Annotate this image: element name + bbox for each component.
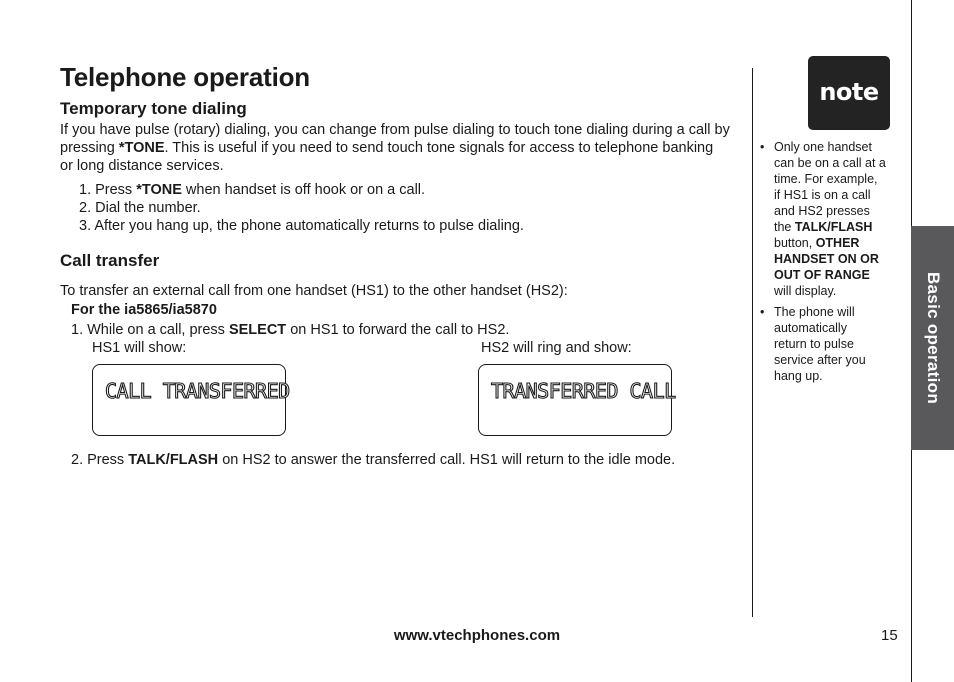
display-message-text: OTHER	[815, 236, 860, 250]
note-line: and HS2 presses	[774, 204, 870, 218]
tone-dialing-heading: Temporary tone dialing	[60, 99, 247, 118]
note-item-2	[760, 304, 898, 384]
tone-dialing-steps	[79, 181, 524, 235]
call-transfer-intro: To transfer an external call from one handset (HS1) to the other handset (HS2):	[60, 283, 568, 299]
hs2-display-screen	[478, 364, 676, 436]
transfer-step-2	[71, 451, 675, 469]
intro-text: . This is useful if you need to send touch tone signals for access to telephone banking	[164, 140, 714, 156]
note-icon	[808, 56, 890, 130]
tone-dialing-intro	[60, 121, 750, 175]
model-heading: For the ia5865/ia5870	[71, 302, 217, 318]
note-line	[774, 235, 898, 251]
transfer-step-1	[71, 321, 509, 339]
note-line: if HS1 is on a call	[774, 188, 871, 202]
note-text: the	[774, 220, 795, 234]
tone-key-label: *TONE	[118, 140, 165, 156]
note-line: Only one handset	[774, 140, 872, 154]
page-title: Telephone operation	[60, 62, 310, 92]
tone-step-1	[79, 181, 524, 199]
hs1-display-text: CALL TRANSFERRED	[105, 379, 290, 403]
select-key-label: SELECT	[228, 322, 287, 338]
note-line: can be on a call at a	[774, 156, 886, 170]
bullet-icon: •	[760, 140, 765, 154]
note-line: will display.	[774, 284, 837, 298]
note-line	[774, 267, 898, 283]
tone-dialing-intro-line-3: or long distance services.	[60, 158, 224, 174]
hs1-caption: HS1 will show:	[92, 340, 187, 356]
hs2-display-text: TRANSFERRED CALL	[491, 379, 676, 403]
note-line: service after you	[774, 353, 866, 367]
note-list	[760, 139, 898, 384]
display-message-text: HANDSET ON OR	[774, 252, 879, 266]
step-text: when handset is off hook or on a call.	[181, 182, 426, 198]
tone-step-2: 2. Dial the number.	[79, 200, 201, 216]
step-text: 2. Press	[71, 452, 129, 468]
talk-flash-key-label: TALK/FLASH	[794, 220, 873, 234]
side-tab-label: Basic operation	[923, 271, 943, 405]
talk-flash-key-label: TALK/FLASH	[128, 452, 219, 468]
tone-step-3: 3. After you hang up, the phone automatically returns to pulse dialing.	[79, 218, 524, 234]
call-transfer-heading: Call transfer	[60, 251, 160, 270]
step-text: on HS1 to forward the call to HS2.	[286, 322, 510, 338]
page-number: 15	[881, 627, 898, 644]
note-line	[774, 219, 898, 235]
hs2-caption: HS2 will ring and show:	[481, 340, 632, 356]
step-text: 1. While on a call, press	[71, 322, 229, 338]
note-text: button,	[774, 236, 816, 250]
tone-dialing-intro-line-1: If you have pulse (rotary) dialing, you can change from pulse dialing to touch tone dialing during a call by	[60, 122, 730, 138]
column-divider	[752, 68, 753, 617]
bullet-icon: •	[760, 305, 765, 319]
section-side-tab	[911, 226, 954, 450]
note-line: time. For example,	[774, 172, 878, 186]
note-line: hang up.	[774, 369, 823, 383]
note-line: automatically	[774, 321, 847, 335]
step-text: on HS2 to answer the transferred call. HS1 will return to the idle mode.	[218, 452, 676, 468]
intro-text: pressing	[60, 140, 119, 156]
note-line: The phone will	[774, 305, 855, 319]
note-line: return to pulse	[774, 337, 854, 351]
footer-website-url: www.vtechphones.com	[393, 627, 561, 644]
note-badge-label: note	[819, 78, 879, 106]
note-item-1	[760, 139, 898, 299]
note-line	[774, 251, 898, 267]
tone-dialing-intro-line-2	[60, 139, 750, 157]
step-text: 1. Press	[79, 182, 137, 198]
tone-key-label: *TONE	[136, 182, 182, 198]
hs1-display-screen	[92, 364, 290, 436]
display-message-text: OUT OF RANGE	[774, 268, 870, 282]
